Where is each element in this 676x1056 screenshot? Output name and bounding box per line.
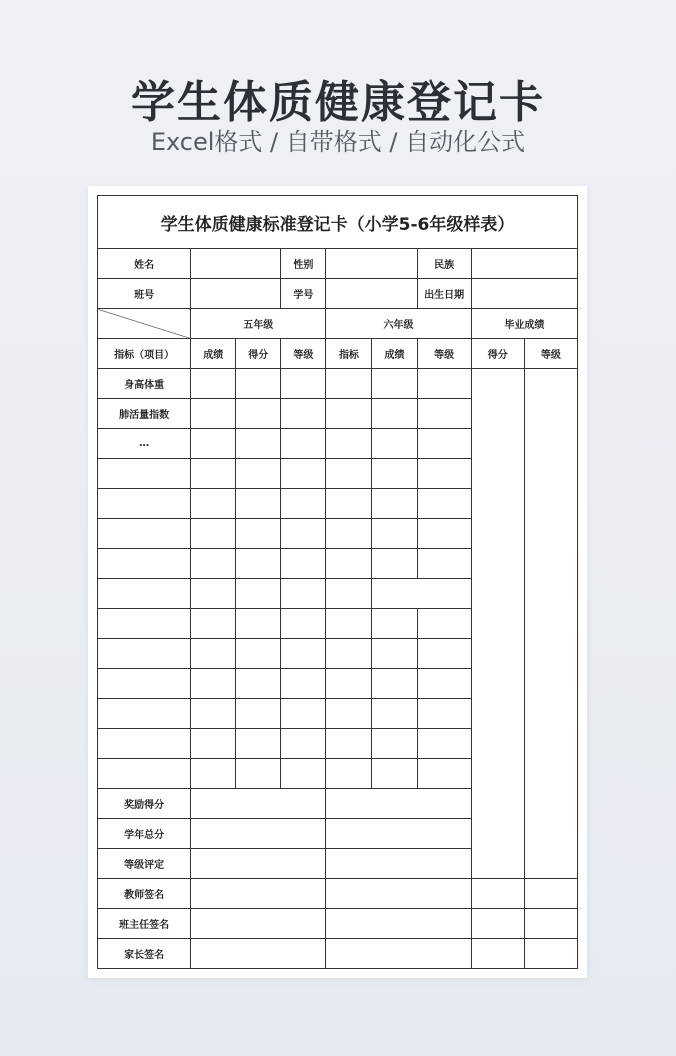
table-cell[interactable]: [372, 579, 471, 609]
row-head-teacher-sign: 班主任签名: [98, 909, 191, 939]
label-student-no: 学号: [281, 279, 326, 309]
table-cell[interactable]: [236, 639, 281, 669]
table-cell[interactable]: [417, 429, 471, 459]
g6-teacher-sign-field[interactable]: [326, 879, 471, 909]
table-cell[interactable]: [417, 399, 471, 429]
registration-table: [97, 195, 578, 969]
table-cell[interactable]: [98, 699, 191, 729]
field-gender[interactable]: [326, 249, 417, 279]
table-cell[interactable]: [236, 399, 281, 429]
table-cell[interactable]: [372, 639, 417, 669]
form-title: 学生体质健康标准登记卡（小学5-6年级样表）: [98, 196, 578, 249]
table-cell[interactable]: [98, 549, 191, 579]
table-cell[interactable]: [98, 609, 191, 639]
form-card: [88, 186, 587, 978]
g5-level-field[interactable]: [191, 849, 326, 879]
table-cell[interactable]: [236, 549, 281, 579]
table-cell[interactable]: [281, 369, 326, 399]
row-bonus: 奖励得分: [98, 789, 191, 819]
grad-parent-sign-points[interactable]: [471, 939, 524, 969]
field-student-no[interactable]: [326, 279, 417, 309]
table-cell[interactable]: [191, 609, 236, 639]
table-cell[interactable]: [281, 579, 326, 609]
table-cell[interactable]: [372, 519, 417, 549]
table-cell[interactable]: [281, 669, 326, 699]
table-cell[interactable]: [281, 399, 326, 429]
g6-bonus-field[interactable]: [326, 789, 471, 819]
table-cell[interactable]: [372, 729, 417, 759]
table-cell[interactable]: [417, 699, 471, 729]
table-cell[interactable]: [417, 759, 471, 789]
table-cell[interactable]: [417, 519, 471, 549]
table-cell[interactable]: [326, 429, 372, 459]
label-birth-date: 出生日期: [417, 279, 471, 309]
field-name[interactable]: [191, 249, 281, 279]
label-class-no: 班号: [98, 279, 191, 309]
table-cell[interactable]: [326, 729, 372, 759]
table-cell[interactable]: [191, 759, 236, 789]
grad-teacher-sign-points[interactable]: [471, 879, 524, 909]
table-cell[interactable]: [326, 489, 372, 519]
table-cell[interactable]: [191, 639, 236, 669]
table-cell[interactable]: [236, 609, 281, 639]
g5-bonus-field[interactable]: [191, 789, 326, 819]
row-ellipsis: …: [98, 429, 191, 459]
table-cell[interactable]: [98, 579, 191, 609]
table-cell[interactable]: [98, 519, 191, 549]
table-cell[interactable]: [236, 489, 281, 519]
table-cell[interactable]: [417, 489, 471, 519]
field-class-no[interactable]: [191, 279, 281, 309]
group-grade6: 六年级: [326, 309, 471, 339]
row-vital-capacity: 肺活量指数: [98, 399, 191, 429]
table-cell[interactable]: [191, 429, 236, 459]
table-cell[interactable]: [98, 669, 191, 699]
grad-level-cell[interactable]: [524, 369, 577, 879]
group-graduation: 毕业成绩: [471, 309, 577, 339]
label-gender: 性别: [281, 249, 326, 279]
col-grad-points: 得分: [471, 339, 524, 369]
col-g5-level: 等级: [281, 339, 326, 369]
table-cell[interactable]: [98, 759, 191, 789]
table-cell[interactable]: [191, 489, 236, 519]
table-cell[interactable]: [326, 699, 372, 729]
label-ethnicity: 民族: [417, 249, 471, 279]
table-cell[interactable]: [191, 369, 236, 399]
grad-teacher-sign-level[interactable]: [524, 879, 577, 909]
table-cell[interactable]: [236, 579, 281, 609]
g5-teacher-sign-field[interactable]: [191, 879, 326, 909]
table-cell[interactable]: [372, 429, 417, 459]
col-indicator-item: 指标（项目）: [98, 339, 191, 369]
table-cell[interactable]: [372, 699, 417, 729]
table-cell[interactable]: [372, 459, 417, 489]
table-cell[interactable]: [372, 609, 417, 639]
table-cell[interactable]: [281, 609, 326, 639]
table-cell[interactable]: [372, 489, 417, 519]
field-ethnicity[interactable]: [471, 249, 577, 279]
table-cell[interactable]: [281, 639, 326, 669]
table-cell[interactable]: [98, 459, 191, 489]
table-cell[interactable]: [281, 489, 326, 519]
table-cell[interactable]: [417, 639, 471, 669]
table-cell[interactable]: [191, 549, 236, 579]
grad-points-cell[interactable]: [471, 369, 524, 879]
table-cell[interactable]: [326, 519, 372, 549]
table-cell[interactable]: [98, 489, 191, 519]
table-cell[interactable]: [236, 759, 281, 789]
table-cell[interactable]: [417, 549, 471, 579]
table-cell[interactable]: [281, 519, 326, 549]
table-cell[interactable]: [191, 729, 236, 759]
grad-head-teacher-sign-points[interactable]: [471, 909, 524, 939]
table-cell[interactable]: [417, 729, 471, 759]
table-cell[interactable]: [326, 579, 372, 609]
col-g6-indicator: 指标: [326, 339, 372, 369]
table-cell[interactable]: [191, 669, 236, 699]
group-grade5: 五年级: [191, 309, 326, 339]
table-cell[interactable]: [98, 639, 191, 669]
g6-parent-sign-field[interactable]: [326, 939, 471, 969]
table-cell[interactable]: [372, 759, 417, 789]
table-cell[interactable]: [281, 549, 326, 579]
row-height-weight: 身高体重: [98, 369, 191, 399]
table-cell[interactable]: [372, 549, 417, 579]
g5-parent-sign-field[interactable]: [191, 939, 326, 969]
page-title: 学生体质健康登记卡: [131, 77, 545, 128]
table-cell[interactable]: [326, 759, 372, 789]
page-subtitle: Excel格式 / 自带格式 / 自动化公式: [150, 128, 526, 156]
table-cell[interactable]: [281, 699, 326, 729]
row-level-rating: 等级评定: [98, 849, 191, 879]
row-teacher-sign: 教师签名: [98, 879, 191, 909]
table-cell[interactable]: [326, 549, 372, 579]
table-cell[interactable]: [281, 759, 326, 789]
label-name: 姓名: [98, 249, 191, 279]
table-cell[interactable]: [236, 429, 281, 459]
table-cell[interactable]: [236, 729, 281, 759]
table-cell[interactable]: [417, 609, 471, 639]
table-cell[interactable]: [98, 729, 191, 759]
col-g5-points: 得分: [236, 339, 281, 369]
table-cell[interactable]: [281, 729, 326, 759]
table-cell[interactable]: [191, 579, 236, 609]
table-cell[interactable]: [236, 669, 281, 699]
table-cell[interactable]: [372, 399, 417, 429]
table-cell[interactable]: [281, 459, 326, 489]
table-cell[interactable]: [236, 369, 281, 399]
table-cell[interactable]: [326, 369, 372, 399]
table-cell[interactable]: [417, 669, 471, 699]
table-cell[interactable]: [236, 699, 281, 729]
grad-parent-sign-level[interactable]: [524, 939, 577, 969]
table-cell[interactable]: [191, 699, 236, 729]
table-cell[interactable]: [281, 429, 326, 459]
table-cell[interactable]: [417, 369, 471, 399]
table-cell[interactable]: [417, 459, 471, 489]
g6-level-field[interactable]: [326, 849, 471, 879]
g6-head-teacher-sign-field[interactable]: [326, 909, 471, 939]
col-g6-level: 等级: [417, 339, 471, 369]
table-cell[interactable]: [191, 459, 236, 489]
col-g6-score: 成绩: [372, 339, 417, 369]
row-parent-sign: 家长签名: [98, 939, 191, 969]
col-grad-level: 等级: [524, 339, 577, 369]
table-cell[interactable]: [326, 459, 372, 489]
g6-total-field[interactable]: [326, 819, 471, 849]
table-cell[interactable]: [191, 399, 236, 429]
diagonal-header-cell: [98, 309, 191, 339]
table-cell[interactable]: [326, 399, 372, 429]
table-cell[interactable]: [326, 669, 372, 699]
table-cell[interactable]: [236, 519, 281, 549]
table-cell[interactable]: [372, 669, 417, 699]
table-cell[interactable]: [236, 459, 281, 489]
grad-head-teacher-sign-level[interactable]: [524, 909, 577, 939]
table-cell[interactable]: [326, 609, 372, 639]
g5-head-teacher-sign-field[interactable]: [191, 909, 326, 939]
col-g5-score: 成绩: [191, 339, 236, 369]
table-cell[interactable]: [372, 369, 417, 399]
field-birth-date[interactable]: [471, 279, 577, 309]
table-cell[interactable]: [191, 519, 236, 549]
g5-total-field[interactable]: [191, 819, 326, 849]
table-cell[interactable]: [326, 639, 372, 669]
row-year-total: 学年总分: [98, 819, 191, 849]
